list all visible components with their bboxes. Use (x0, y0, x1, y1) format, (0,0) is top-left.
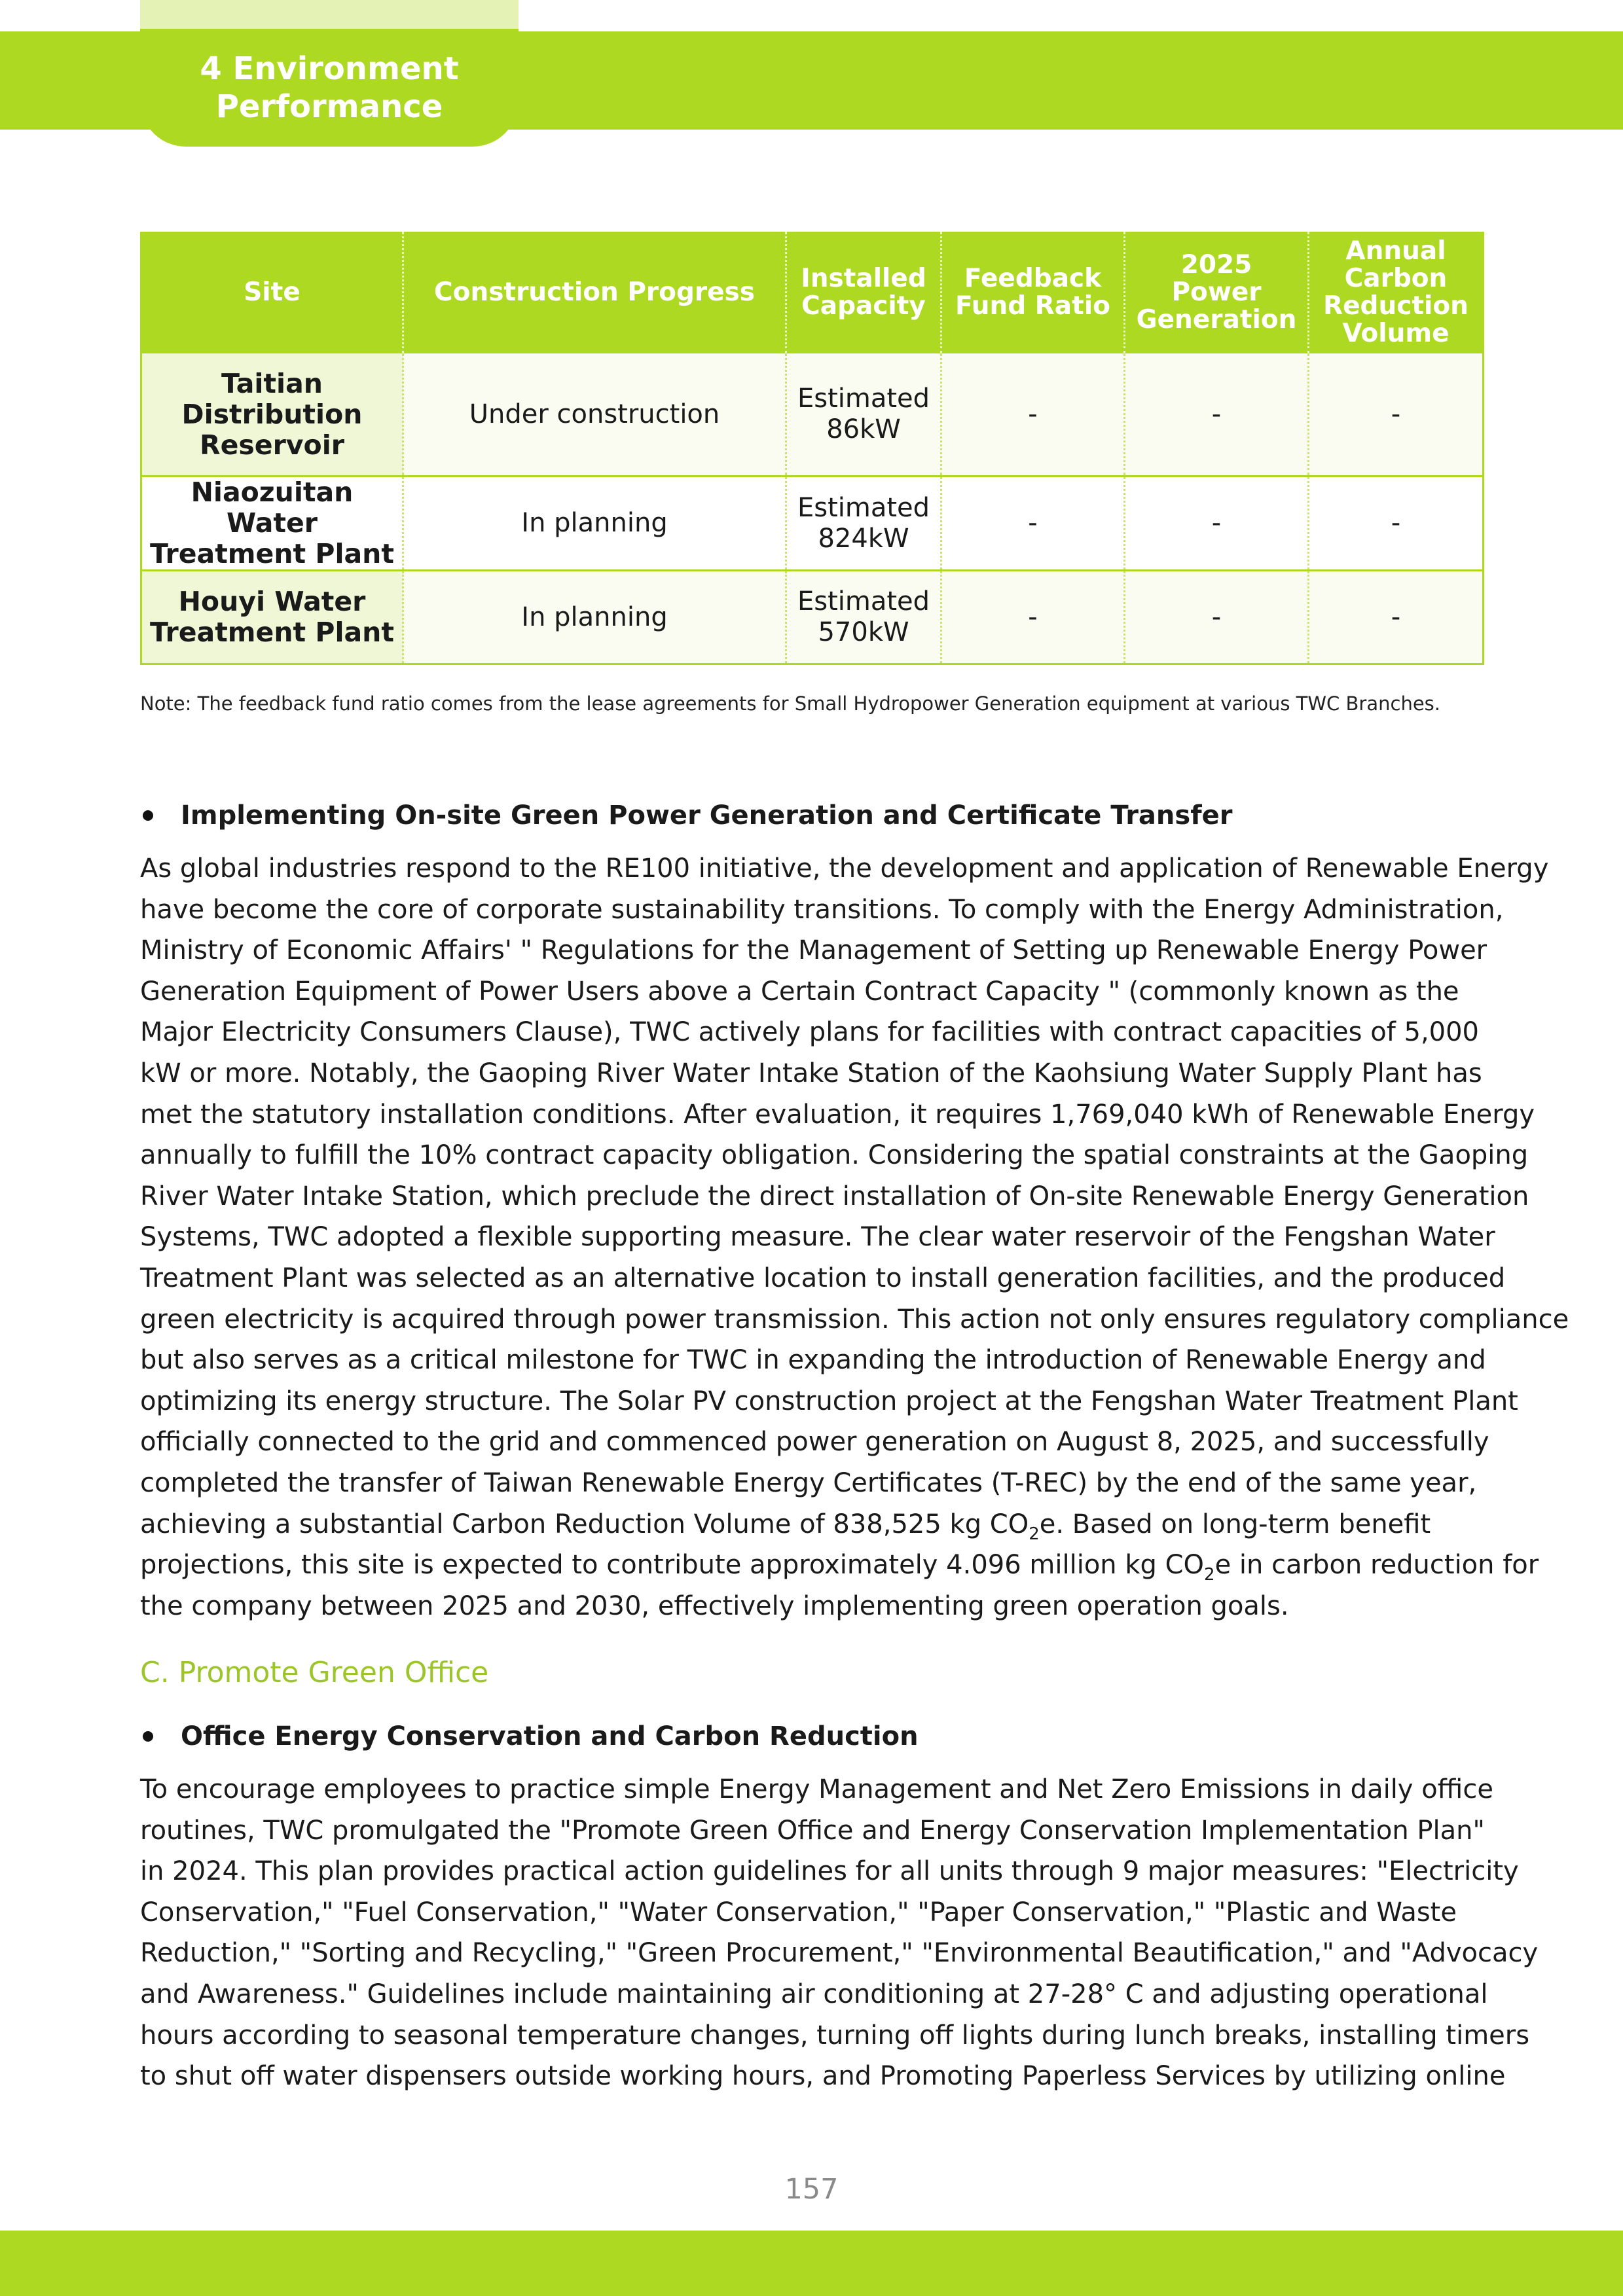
section-title: C. Promote Green Office (140, 1656, 489, 1689)
table-cell: - (1309, 476, 1484, 571)
paragraph-line: hours according to seasonal temperature changes, turning off lights during lunch breaks, installing timers (140, 2020, 1530, 2051)
text-run: achieving a substantial Carbon Reduction Volume of 838,525 kg CO (140, 1509, 1029, 1539)
paragraph-green-power (140, 848, 1569, 1626)
paragraph-line: optimizing its energy structure. The Solar PV construction project at the Fengshan Water Treatment Plant (140, 1386, 1518, 1416)
table-header-row (141, 232, 1484, 353)
table-cell: In planning (403, 571, 786, 664)
table-cell: Under construction (403, 353, 786, 476)
paragraph-line: River Water Intake Station, which preclude the direct installation of On-site Renewable Energy Generation (140, 1181, 1529, 1211)
text-run: e in carbon reduction for (1214, 1550, 1539, 1581)
page-number: 157 (784, 2173, 839, 2206)
paragraph-line: Ministry of Economic Affairs' " Regulations for the Management of Setting up Renewable Energy Power (140, 935, 1487, 966)
bullet-heading (140, 800, 1232, 831)
paragraph-line: Treatment Plant was selected as an alternative location to install generation facilities, and the produced (140, 1263, 1506, 1293)
bullet-heading-text: Office Energy Conservation and Carbon Reduction (181, 1721, 919, 1751)
table-cell: In planning (403, 476, 786, 571)
paragraph-line (140, 1504, 1489, 1545)
column-header: Feedback Fund Ratio (941, 232, 1125, 353)
table-cell: - (1309, 353, 1484, 476)
paragraph-line: but also serves as a critical milestone for TWC in expanding the introduction of Renewable Energy and (140, 1345, 1486, 1376)
table-cell: - (1125, 476, 1309, 571)
text-run: projections, this site is expected to contribute approximately 4.096 million kg CO (140, 1550, 1205, 1581)
section-tab-label: 4 Environment Performance (200, 50, 459, 125)
subscript: 2 (1029, 1524, 1040, 1544)
paragraph-green-office (140, 1769, 1539, 2097)
table-cell: - (1309, 571, 1484, 664)
paragraph-line: officially connected to the grid and commenced power generation on August 8, 2025, and successfully (140, 1427, 1489, 1458)
column-header: Annual Carbon Reduction Volume (1309, 232, 1484, 353)
table-cell: Estimated 86kW (786, 353, 941, 476)
table-cell: Estimated 570kW (786, 571, 941, 664)
paragraph-line: and Awareness." Guidelines include maintaining air conditioning at 27-28° C and adjusting operational (140, 1979, 1488, 2009)
paragraph-line: completed the transfer of Taiwan Renewable Energy Certificates (T-REC) by the end of the same year, (140, 1467, 1477, 1498)
paragraph-line: routines, TWC promulgated the "Promote Green Office and Energy Conservation Implementation Plan" (140, 1815, 1485, 1846)
column-header: Construction Progress (403, 232, 786, 353)
paragraph-line: kW or more. Notably, the Gaoping River Water Intake Station of the Kaohsiung Water Supply Plant has (140, 1058, 1482, 1088)
paragraph-line: annually to fulfill the 10% contract capacity obligation. Considering the spatial constraints at the Gaoping (140, 1140, 1529, 1171)
section-tab (140, 29, 519, 147)
table-note: Note: The feedback fund ratio comes from the lease agreements for Small Hydropower Generation equipment at various TWC Branches. (140, 692, 1440, 715)
table-cell: - (1125, 571, 1309, 664)
table-cell: - (941, 571, 1125, 664)
paragraph-line: To encourage employees to practice simple Energy Management and Net Zero Emissions in daily office (140, 1774, 1493, 1804)
paragraph-line: green electricity is acquired through power transmission. This action not only ensures regulatory compliance (140, 1304, 1569, 1335)
bullet-icon (143, 810, 153, 821)
paragraph-line: met the statutory installation conditions. After evaluation, it requires 1,769,040 kWh of Renewable Energy (140, 1099, 1535, 1130)
footer-band (0, 2231, 1623, 2296)
column-header: 2025 Power Generation (1125, 232, 1309, 353)
table-cell-site: Niaozuitan Water Treatment Plant (141, 476, 403, 571)
table-cell: - (941, 476, 1125, 571)
table-cell-site: Houyi Water Treatment Plant (141, 571, 403, 664)
bullet-heading-text: Implementing On-site Green Power Generation and Certificate Transfer (181, 800, 1233, 831)
table-cell: - (1125, 353, 1309, 476)
paragraph-line: Major Electricity Consumers Clause), TWC actively plans for facilities with contract capacities of 5,000 (140, 1017, 1479, 1048)
paragraph-line: have become the core of corporate sustainability transitions. To comply with the Energy Administration, (140, 894, 1504, 925)
column-header: Site (141, 232, 403, 353)
table-cell-site: Taitian Distribution Reservoir (141, 353, 403, 476)
table-row (141, 353, 1484, 476)
bullet-heading (140, 1721, 919, 1751)
paragraph-line: As global industries respond to the RE100 initiative, the development and application of Renewable Energy (140, 853, 1549, 884)
paragraph-line (140, 1545, 1539, 1586)
paragraph-line: Conservation," "Fuel Conservation," "Water Conservation," "Paper Conservation," "Plastic and Waste (140, 1897, 1457, 1928)
paragraph-line: to shut off water dispensers outside working hours, and Promoting Paperless Services by utilizing online (140, 2061, 1506, 2092)
paragraph-line: Systems, TWC adopted a flexible supporting measure. The clear water reservoir of the Fengshan Water (140, 1222, 1495, 1253)
bullet-icon (143, 1731, 153, 1742)
table-cell: Estimated 824kW (786, 476, 941, 571)
text-run: e. Based on long-term benefit (1039, 1509, 1431, 1539)
header-tab-shade (140, 0, 519, 33)
solar-sites-table (140, 232, 1484, 665)
table-cell: - (941, 353, 1125, 476)
subscript: 2 (1204, 1565, 1215, 1585)
paragraph-line: in 2024. This plan provides practical action guidelines for all units through 9 major measures: "Electricity (140, 1856, 1519, 1887)
paragraph-line: Generation Equipment of Power Users above a Certain Contract Capacity " (commonly known as the (140, 976, 1459, 1007)
paragraph-line: Reduction," "Sorting and Recycling," "Green Procurement," "Environmental Beautification," and "Advocacy (140, 1938, 1539, 1969)
table-row (141, 571, 1484, 664)
column-header: Installed Capacity (786, 232, 941, 353)
table-row (141, 476, 1484, 571)
paragraph-line: the company between 2025 and 2030, effectively implementing green operation goals. (140, 1590, 1289, 1621)
